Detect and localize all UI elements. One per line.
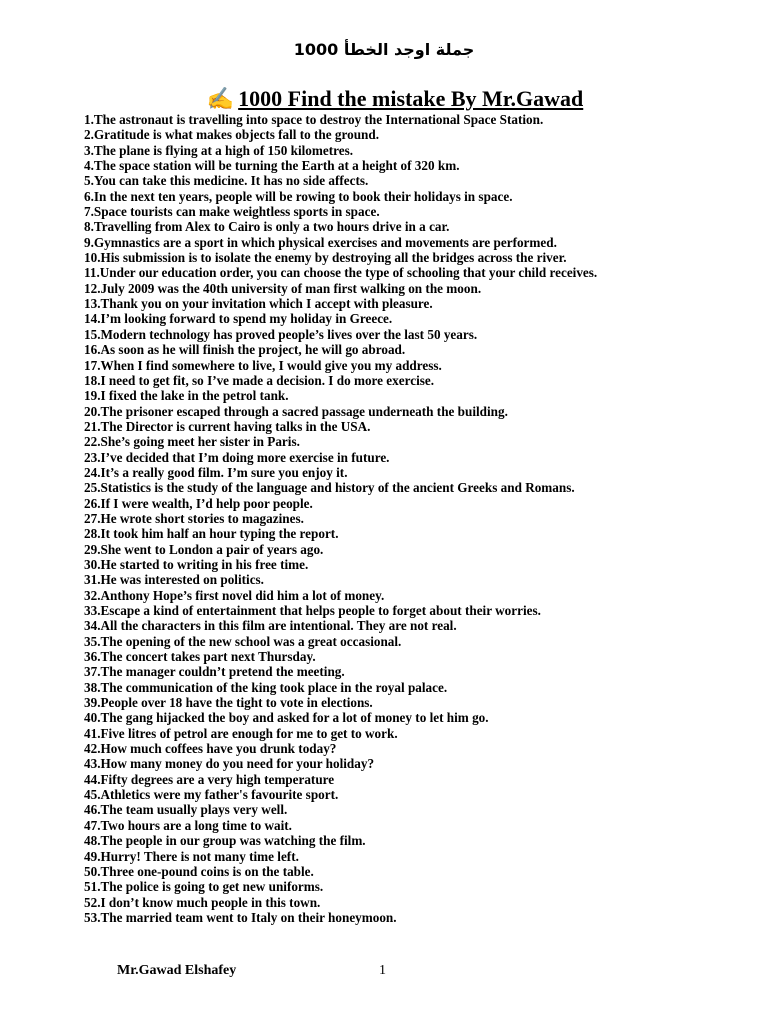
sentence-item: 10.His submission is to isolate the enemy by destroying all the bridges across the river. xyxy=(84,250,567,266)
sentence-item: 53.The married team went to Italy on their honeymoon. xyxy=(84,909,397,925)
sentence-item: 28.It took him half an hour typing the report. xyxy=(84,526,339,542)
sentence-item: 18.I need to get fit, so I’ve made a decision. I do more exercise. xyxy=(84,372,435,388)
sentence-item: 49.Hurry! There is not many time left. xyxy=(84,848,299,864)
sentence-item: 29.She went to London a pair of years ago. xyxy=(84,541,324,557)
sentence-item: 23.I’ve decided that I’m doing more exercise in future. xyxy=(84,449,390,465)
sentence-item: 22.She’s going meet her sister in Paris. xyxy=(84,434,300,450)
sentence-item: 20.The prisoner escaped through a sacred passage underneath the building. xyxy=(84,403,508,419)
sentence-item: 16.As soon as he will finish the project, he will go abroad. xyxy=(84,342,406,358)
sentence-item: 50.Three one-pound coins is on the table. xyxy=(84,863,314,879)
sentence-item: 24.It’s a really good film. I’m sure you enjoy it. xyxy=(84,464,348,480)
sentence-item: 51.The police is going to get new uniforms. xyxy=(84,879,324,895)
sentence-list xyxy=(84,112,764,925)
sentence-item: 13.Thank you on your invitation which I accept with pleasure. xyxy=(84,296,433,312)
sentence-item: 14.I’m looking forward to spend my holiday in Greece. xyxy=(84,311,393,327)
sentence-item: 45.Athletics were my father's favourite sport. xyxy=(84,787,339,803)
sentence-item: 27.He wrote short stories to magazines. xyxy=(84,510,304,526)
sentence-item: 35.The opening of the new school was a great occasional. xyxy=(84,633,402,649)
sentence-item: 7.Space tourists can make weightless sports in space. xyxy=(84,204,380,220)
sentence-item: 19.I fixed the lake in the petrol tank. xyxy=(84,388,289,404)
sentence-item: 47.Two hours are a long time to wait. xyxy=(84,817,292,833)
sentence-item: 12.July 2009 was the 40th university of man first walking on the moon. xyxy=(84,280,482,296)
sentence-item: 17.When I find somewhere to live, I would give you my address. xyxy=(84,357,442,373)
sentence-item: 4.The space station will be turning the Earth at a height of 320 km. xyxy=(84,158,460,174)
sentence-item: 21.The Director is current having talks in the USA. xyxy=(84,418,371,434)
arabic-title: جملة اوجد الخطأ 1000 xyxy=(293,40,475,59)
sentence-item: 43.How many money do you need for your holiday? xyxy=(84,756,375,772)
sentence-item: 31.He was interested on politics. xyxy=(84,572,264,588)
page-title-text: 1000 Find the mistake By Mr.Gawad xyxy=(238,86,584,111)
sentence-item: 6.In the next ten years, people will be rowing to book their holidays in space. xyxy=(84,188,513,204)
sentence-item: 46.The team usually plays very well. xyxy=(84,802,288,818)
writing-hand-icon: ✍ xyxy=(206,86,235,111)
page-number: 1 xyxy=(379,963,386,978)
sentence-item: 32.Anthony Hope’s first novel did him a lot of money. xyxy=(84,587,385,603)
sentence-item: 39.People over 18 have the tight to vote in elections. xyxy=(84,695,373,711)
sentence-item: 38.The communication of the king took place in the royal palace. xyxy=(84,679,448,695)
footer-author: Mr.Gawad Elshafey xyxy=(117,963,237,978)
sentence-item: 26.If I were wealth, I’d help poor people. xyxy=(84,495,313,511)
sentence-item: 1.The astronaut is travelling into space to destroy the International Space Station. xyxy=(84,112,544,127)
sentence-item: 15.Modern technology has proved people’s lives over the last 50 years. xyxy=(84,326,478,342)
sentence-item: 25.Statistics is the study of the language and history of the ancient Greeks and Romans. xyxy=(84,480,575,496)
sentence-item: 40.The gang hijacked the boy and asked for a lot of money to let him go. xyxy=(84,710,489,726)
sentence-item: 37.The manager couldn’t pretend the meeting. xyxy=(84,664,345,680)
sentence-item: 36.The concert takes part next Thursday. xyxy=(84,649,316,665)
sentence-item: 3.The plane is flying at a high of 150 kilometres. xyxy=(84,142,354,158)
sentence-item: 41.Five litres of petrol are enough for me to get to work. xyxy=(84,725,398,741)
sentence-item: 48.The people in our group was watching the film. xyxy=(84,833,366,849)
sentence-item: 34.All the characters in this film are intentional. They are not real. xyxy=(84,618,457,634)
sentence-item: 9.Gymnastics are a sport in which physical exercises and movements are performed. xyxy=(84,234,557,250)
sentence-item: 42.How much coffees have you drunk today? xyxy=(84,741,337,757)
sentence-item: 2.Gratitude is what makes objects fall to the ground. xyxy=(84,127,380,143)
sentence-item: 44.Fifty degrees are a very high temperature xyxy=(84,771,335,787)
sentence-item: 5.You can take this medicine. It has no side affects. xyxy=(84,173,369,189)
sentence-item: 8.Travelling from Alex to Cairo is only a two hours drive in a car. xyxy=(84,219,450,235)
sentence-item: 33.Escape a kind of entertainment that helps people to forget about their worries. xyxy=(84,603,541,618)
sentence-item: 52.I don’t know much people in this town. xyxy=(84,894,321,910)
sentence-item: 30.He started to writing in his free time. xyxy=(84,556,309,572)
page-title xyxy=(0,86,768,112)
sentence-item: 11.Under our education order, you can choose the type of schooling that your child receives. xyxy=(84,265,598,281)
